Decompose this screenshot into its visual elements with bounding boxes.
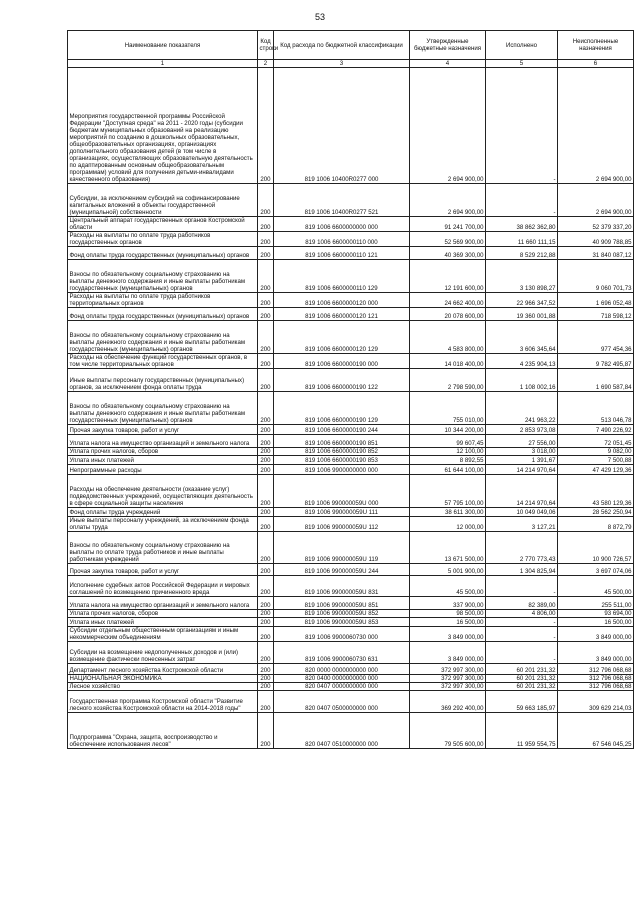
header-executed: Исполнено: [486, 31, 558, 60]
row-approved: 24 662 400,00: [410, 293, 486, 308]
row-code: 200: [258, 683, 274, 691]
row-name: Лесное хозяйство: [68, 683, 258, 691]
row-executed: 82 389,00: [486, 597, 558, 610]
row-approved: 16 500,00: [410, 618, 486, 627]
row-name: Взносы по обязательному социальному страхованию на выплаты денежного содержания и иные выплаты работникам государственных (муниципальных) органов: [68, 260, 258, 293]
row-remaining: 3 849 000,00: [558, 642, 634, 664]
row-remaining: 2 694 900,00: [558, 68, 634, 184]
table-row: [68, 321, 634, 354]
table-row: [68, 664, 634, 675]
row-code: 200: [258, 508, 274, 517]
row-code: 200: [258, 456, 274, 465]
row-classification: 819 1006 10400R0277 000: [274, 68, 410, 184]
col-number: 1: [68, 60, 258, 68]
row-name: Взносы по обязательному социальному страхованию на выплаты денежного содержания и иные выплаты работникам государственных (муниципальных) органов: [68, 321, 258, 354]
row-classification: 819 1006 9900060730 631: [274, 642, 410, 664]
table-row: [68, 597, 634, 610]
row-executed: 14 214 970,64: [486, 475, 558, 508]
row-name: Расходы на обеспечение деятельности (оказание услуг) подведомственных учреждений, осуществляющих деятельность в сфере социальной защиты населения: [68, 475, 258, 508]
row-name: Подпрограмма "Охрана, защита, воспроизводство и обеспечение использования лесов": [68, 713, 258, 749]
row-name: Субсидии, за исключением субсидий на софинансирование капитальных вложений в объекты государственной (муниципальной) собственности: [68, 184, 258, 217]
row-remaining: 43 580 129,36: [558, 475, 634, 508]
row-classification: 819 1006 990000059U 831: [274, 576, 410, 597]
row-name: Непрограммные расходы: [68, 465, 258, 475]
row-code: 200: [258, 576, 274, 597]
row-approved: 372 997 300,00: [410, 675, 486, 683]
row-code: 200: [258, 448, 274, 456]
row-classification: 819 1006 6600000190 244: [274, 425, 410, 435]
row-approved: 2 694 900,00: [410, 184, 486, 217]
row-classification: 819 1006 6600000190 000: [274, 354, 410, 369]
row-name: Государственная программа Костромской области "Развитие лесного хозяйства Костромской области на 2014-2018 годы": [68, 691, 258, 713]
row-name: Иные выплаты персоналу государственных (муниципальных) органов, за исключением фонда оплаты труда: [68, 369, 258, 392]
row-approved: 5 001 900,00: [410, 564, 486, 576]
row-code: 200: [258, 293, 274, 308]
row-remaining: 10 900 726,57: [558, 532, 634, 564]
table-row: [68, 517, 634, 532]
row-code: 200: [258, 392, 274, 425]
row-remaining: 52 379 337,20: [558, 217, 634, 232]
table-row: [68, 532, 634, 564]
row-code: 200: [258, 260, 274, 293]
row-remaining: 9 782 495,87: [558, 354, 634, 369]
row-remaining: 3 849 000,00: [558, 627, 634, 642]
table-row: [68, 675, 634, 683]
table-row: [68, 308, 634, 321]
row-remaining: 45 500,00: [558, 576, 634, 597]
row-executed: 11 959 554,75: [486, 713, 558, 749]
row-classification: 819 1006 6600000000 000: [274, 217, 410, 232]
row-approved: 2 798 590,00: [410, 369, 486, 392]
row-executed: 59 663 185,97: [486, 691, 558, 713]
table-row: [68, 354, 634, 369]
row-executed: -: [486, 627, 558, 642]
row-remaining: 977 454,36: [558, 321, 634, 354]
row-approved: 12 100,00: [410, 448, 486, 456]
row-approved: 12 191 600,00: [410, 260, 486, 293]
table-row: [68, 691, 634, 713]
row-approved: 369 292 400,00: [410, 691, 486, 713]
row-classification: 819 1006 6600000120 129: [274, 321, 410, 354]
row-executed: 19 360 001,88: [486, 308, 558, 321]
row-code: 200: [258, 184, 274, 217]
table-row: [68, 392, 634, 425]
row-approved: 337 900,00: [410, 597, 486, 610]
row-approved: 372 997 300,00: [410, 664, 486, 675]
table-row: [68, 184, 634, 217]
row-executed: -: [486, 184, 558, 217]
row-executed: 4 806,00: [486, 610, 558, 618]
row-remaining: 16 500,00: [558, 618, 634, 627]
row-approved: 14 018 400,00: [410, 354, 486, 369]
row-code: 200: [258, 308, 274, 321]
row-classification: 819 1006 990000059U 112: [274, 517, 410, 532]
row-executed: 11 660 111,15: [486, 232, 558, 247]
row-name: Центральный аппарат государственных органов Костромской области: [68, 217, 258, 232]
row-classification: 820 0407 0510000000 000: [274, 713, 410, 749]
row-approved: 98 500,00: [410, 610, 486, 618]
table-row: [68, 683, 634, 691]
row-classification: 819 1006 990000059U 000: [274, 475, 410, 508]
row-classification: 820 0407 0000000000 000: [274, 683, 410, 691]
row-remaining: 9 082,00: [558, 448, 634, 456]
col-number: 4: [410, 60, 486, 68]
table-row: [68, 435, 634, 448]
row-approved: 3 849 000,00: [410, 642, 486, 664]
row-executed: 10 049 049,06: [486, 508, 558, 517]
row-approved: 755 010,00: [410, 392, 486, 425]
row-remaining: 2 694 900,00: [558, 184, 634, 217]
row-classification: 819 1006 990000059U 852: [274, 610, 410, 618]
row-code: 200: [258, 435, 274, 448]
row-remaining: 9 060 701,73: [558, 260, 634, 293]
row-remaining: 28 562 250,94: [558, 508, 634, 517]
row-name: Исполнение судебных актов Российской Федерации и мировых соглашений по возмещению причиненного вреда: [68, 576, 258, 597]
row-approved: 61 644 100,00: [410, 465, 486, 475]
row-code: 200: [258, 217, 274, 232]
row-name: Расходы на выплаты по оплате труда работников государственных органов: [68, 232, 258, 247]
row-classification: 820 0000 0000000000 000: [274, 664, 410, 675]
table-row: [68, 68, 634, 184]
row-classification: 819 1006 990000059U 244: [274, 564, 410, 576]
row-executed: 2 853 973,08: [486, 425, 558, 435]
row-remaining: 309 629 214,03: [558, 691, 634, 713]
row-name: Субсидии отдельным общественным организациям и иным некоммерческим объединениям: [68, 627, 258, 642]
row-remaining: 67 546 045,25: [558, 713, 634, 749]
row-executed: -: [486, 576, 558, 597]
row-executed: 60 201 231,32: [486, 683, 558, 691]
table-row: [68, 293, 634, 308]
row-remaining: 718 598,12: [558, 308, 634, 321]
row-code: 200: [258, 321, 274, 354]
row-remaining: 8 872,79: [558, 517, 634, 532]
row-name: Уплата прочих налогов, сборов: [68, 610, 258, 618]
row-executed: 3 018,00: [486, 448, 558, 456]
row-name: Расходы на обеспечение функций государственных органов, в том числе территориальных органов: [68, 354, 258, 369]
table-row: [68, 713, 634, 749]
row-executed: 2 770 773,43: [486, 532, 558, 564]
row-remaining: 40 909 788,85: [558, 232, 634, 247]
row-code: 200: [258, 465, 274, 475]
table-row: [68, 576, 634, 597]
row-classification: 820 0400 0000000000 000: [274, 675, 410, 683]
row-approved: 13 671 500,00: [410, 532, 486, 564]
row-name: НАЦИОНАЛЬНАЯ ЭКОНОМИКА: [68, 675, 258, 683]
row-remaining: 7 500,88: [558, 456, 634, 465]
table-row: [68, 618, 634, 627]
row-code: 200: [258, 354, 274, 369]
row-remaining: 312 796 068,68: [558, 664, 634, 675]
col-number: 6: [558, 60, 634, 68]
row-name: Фонд оплаты труда государственных (муниципальных) органов: [68, 247, 258, 260]
row-classification: 819 1006 6600000190 122: [274, 369, 410, 392]
row-approved: 10 344 200,00: [410, 425, 486, 435]
row-classification: 819 1006 990000059U 119: [274, 532, 410, 564]
table-row: [68, 475, 634, 508]
row-classification: 819 1006 990000059U 851: [274, 597, 410, 610]
table-header-row: [68, 31, 634, 60]
table-row: [68, 642, 634, 664]
row-code: 200: [258, 247, 274, 260]
row-name: Взносы по обязательному социальному страхованию на выплаты денежного содержания и иные выплаты работникам государственных (муниципальных) органов: [68, 392, 258, 425]
row-classification: 819 1006 6600000120 121: [274, 308, 410, 321]
row-code: 200: [258, 425, 274, 435]
row-executed: 241 963,22: [486, 392, 558, 425]
row-code: 200: [258, 68, 274, 184]
row-code: 200: [258, 664, 274, 675]
row-remaining: 513 046,78: [558, 392, 634, 425]
row-code: 200: [258, 597, 274, 610]
row-name: Прочая закупка товаров, работ и услуг: [68, 425, 258, 435]
row-remaining: 31 840 087,12: [558, 247, 634, 260]
row-executed: 1 391,67: [486, 456, 558, 465]
row-executed: 38 862 362,80: [486, 217, 558, 232]
row-code: 200: [258, 532, 274, 564]
table-row: [68, 448, 634, 456]
row-approved: 8 892,55: [410, 456, 486, 465]
row-classification: 819 1006 9900060730 000: [274, 627, 410, 642]
row-classification: 819 1006 6600000190 851: [274, 435, 410, 448]
row-classification: 820 0407 0500000000 000: [274, 691, 410, 713]
row-name: Департамент лесного хозяйства Костромской области: [68, 664, 258, 675]
row-remaining: 47 429 129,36: [558, 465, 634, 475]
row-name: Фонд оплаты труда государственных (муниципальных) органов: [68, 308, 258, 321]
row-name: Уплата иных платежей: [68, 456, 258, 465]
row-remaining: 1 690 587,84: [558, 369, 634, 392]
row-name: Уплата иных платежей: [68, 618, 258, 627]
row-approved: 20 078 600,00: [410, 308, 486, 321]
row-executed: 4 235 904,13: [486, 354, 558, 369]
row-code: 200: [258, 691, 274, 713]
row-code: 200: [258, 517, 274, 532]
row-remaining: 1 696 052,48: [558, 293, 634, 308]
row-executed: -: [486, 642, 558, 664]
row-approved: 99 607,45: [410, 435, 486, 448]
header-classification: Код расхода по бюджетной классификации: [274, 31, 410, 60]
table-row: [68, 260, 634, 293]
row-name: Фонд оплаты труда учреждений: [68, 508, 258, 517]
page-number: 53: [314, 12, 325, 22]
row-code: 200: [258, 627, 274, 642]
row-approved: 4 583 800,00: [410, 321, 486, 354]
row-classification: 819 1006 6600000110 000: [274, 232, 410, 247]
row-executed: 60 201 231,32: [486, 675, 558, 683]
row-executed: 60 201 231,32: [486, 664, 558, 675]
table-row: [68, 247, 634, 260]
row-remaining: 312 796 068,68: [558, 675, 634, 683]
header-code: Код строки: [258, 31, 274, 60]
row-code: 200: [258, 369, 274, 392]
row-approved: 40 369 300,00: [410, 247, 486, 260]
budget-table: [67, 30, 634, 749]
header-remaining: Неисполненные назначения: [558, 31, 634, 60]
table-row: [68, 232, 634, 247]
table-row: [68, 456, 634, 465]
row-approved: 79 505 600,00: [410, 713, 486, 749]
row-executed: 3 606 345,64: [486, 321, 558, 354]
table-row: [68, 610, 634, 618]
row-approved: 38 611 300,00: [410, 508, 486, 517]
row-name: Расходы на выплаты по оплате труда работников территориальных органов: [68, 293, 258, 308]
row-name: Иные выплаты персоналу учреждений, за исключением фонда оплаты труда: [68, 517, 258, 532]
row-code: 200: [258, 642, 274, 664]
column-number-row: [68, 60, 634, 68]
row-executed: 1 304 825,94: [486, 564, 558, 576]
header-approved: Утвержденные бюджетные назначения: [410, 31, 486, 60]
table-row: [68, 369, 634, 392]
row-code: 200: [258, 232, 274, 247]
row-classification: 819 1006 6600000110 121: [274, 247, 410, 260]
row-executed: 22 966 347,52: [486, 293, 558, 308]
row-code: 200: [258, 675, 274, 683]
table-row: [68, 425, 634, 435]
row-executed: 3 130 898,27: [486, 260, 558, 293]
row-approved: 45 500,00: [410, 576, 486, 597]
row-name: Уплата налога на имущество организаций и земельного налога: [68, 597, 258, 610]
row-remaining: 7 490 226,92: [558, 425, 634, 435]
row-classification: 819 1006 6600000190 129: [274, 392, 410, 425]
row-classification: 819 1006 6600000190 853: [274, 456, 410, 465]
row-code: 200: [258, 610, 274, 618]
row-remaining: 3 697 074,06: [558, 564, 634, 576]
table-row: [68, 217, 634, 232]
table-row: [68, 627, 634, 642]
row-executed: 8 529 212,88: [486, 247, 558, 260]
row-remaining: 255 511,00: [558, 597, 634, 610]
row-code: 200: [258, 713, 274, 749]
col-number: 3: [274, 60, 410, 68]
col-number: 2: [258, 60, 274, 68]
row-approved: 3 849 000,00: [410, 627, 486, 642]
table-row: [68, 465, 634, 475]
row-code: 200: [258, 618, 274, 627]
row-classification: 819 1006 6600000110 129: [274, 260, 410, 293]
row-approved: 12 000,00: [410, 517, 486, 532]
row-classification: 819 1006 9900000000 000: [274, 465, 410, 475]
row-executed: 14 214 970,64: [486, 465, 558, 475]
row-name: Уплата прочих налогов, сборов: [68, 448, 258, 456]
row-executed: -: [486, 618, 558, 627]
row-classification: 819 1006 6600000120 000: [274, 293, 410, 308]
row-name: Уплата налога на имущество организаций и земельного налога: [68, 435, 258, 448]
row-approved: 91 241 700,00: [410, 217, 486, 232]
header-name: Наименование показателя: [68, 31, 258, 60]
row-classification: 819 1006 10400R0277 521: [274, 184, 410, 217]
table-row: [68, 564, 634, 576]
row-classification: 819 1006 990000059U 853: [274, 618, 410, 627]
row-approved: 2 694 900,00: [410, 68, 486, 184]
row-name: Субсидии на возмещение недополученных доходов и (или) возмещение фактически понесенных затрат: [68, 642, 258, 664]
row-remaining: 72 051,45: [558, 435, 634, 448]
row-approved: 52 569 900,00: [410, 232, 486, 247]
row-name: Мероприятия государственной программы Российской Федерации "Доступная среда" на 2011 - 2020 годы (субсидии бюджетам муниципальных образований на реализацию мероприятий по созданию в дошкольных образовательных, общеобразовательных организациях, организациях дополнительного образования детей (в том числе в организациях, осуществляющих образовательную деятельность по адаптированным основным общеобразовательным программам) условий для получения детьми-инвалидами качественного образования): [68, 68, 258, 184]
row-approved: 57 795 100,00: [410, 475, 486, 508]
row-remaining: 312 796 068,68: [558, 683, 634, 691]
row-executed: 1 108 002,16: [486, 369, 558, 392]
row-code: 200: [258, 564, 274, 576]
table-row: [68, 508, 634, 517]
row-classification: 819 1006 990000059U 111: [274, 508, 410, 517]
col-number: 5: [486, 60, 558, 68]
row-approved: 372 997 300,00: [410, 683, 486, 691]
row-executed: 3 127,21: [486, 517, 558, 532]
row-remaining: 93 694,00: [558, 610, 634, 618]
row-name: Прочая закупка товаров, работ и услуг: [68, 564, 258, 576]
row-code: 200: [258, 475, 274, 508]
row-executed: -: [486, 68, 558, 184]
row-classification: 819 1006 6600000190 852: [274, 448, 410, 456]
row-name: Взносы по обязательному социальному страхованию на выплаты по оплате труда работников и иные выплаты работникам учреждений: [68, 532, 258, 564]
row-executed: 27 556,00: [486, 435, 558, 448]
